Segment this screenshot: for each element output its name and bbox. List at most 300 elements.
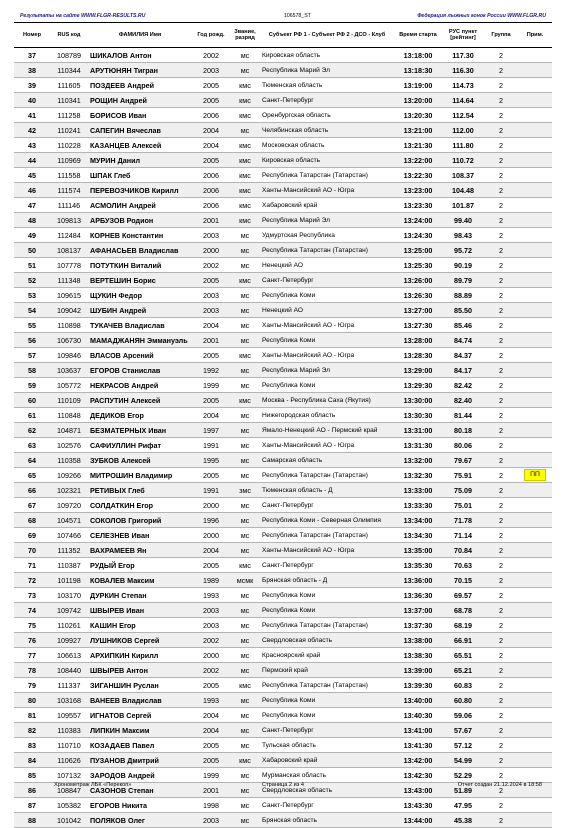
athlete-number: 40 — [14, 93, 50, 108]
athlete-number: 84 — [14, 753, 50, 768]
region: Свердловская область — [260, 633, 394, 648]
athlete-name: АФАНАСЬЕВ Владислав — [88, 243, 192, 258]
note — [518, 738, 552, 753]
birth-year: 2005 — [192, 468, 230, 483]
note — [518, 93, 552, 108]
region: Республика Коми — [260, 708, 394, 723]
region: Республика Татарстан (Татарстан) — [260, 618, 394, 633]
group: 2 — [484, 243, 518, 258]
start-time: 13:32:30 — [394, 468, 442, 483]
table-row — [14, 213, 552, 228]
rus-points: 59.06 — [442, 708, 484, 723]
rus-code: 107778 — [50, 258, 88, 273]
note — [518, 153, 552, 168]
athlete-number: 61 — [14, 408, 50, 423]
rus-code: 112484 — [50, 228, 88, 243]
col-name-header: ФАМИЛИЯ Имя — [88, 23, 192, 48]
athlete-name: ШВЫРЕВ Антон — [88, 663, 192, 678]
note — [518, 183, 552, 198]
table-row — [14, 408, 552, 423]
rank: мс — [230, 768, 260, 783]
region: Ненецкий АО — [260, 258, 394, 273]
birth-year: 2003 — [192, 813, 230, 828]
rus-points: 85.50 — [442, 303, 484, 318]
athlete-name: ПОТУТКИН Виталий — [88, 258, 192, 273]
group: 2 — [484, 438, 518, 453]
athlete-name: ШУБИН Андрей — [88, 303, 192, 318]
region: Тюменская область — [260, 78, 394, 93]
region: Республика Коми — [260, 333, 394, 348]
start-time: 13:31:30 — [394, 438, 442, 453]
group: 2 — [484, 588, 518, 603]
rank: мс — [230, 498, 260, 513]
rank: кмс — [230, 753, 260, 768]
athlete-name: АРБУЗОВ Родион — [88, 213, 192, 228]
rus-points: 68.78 — [442, 603, 484, 618]
birth-year: 2005 — [192, 93, 230, 108]
start-time: 13:19:00 — [394, 78, 442, 93]
birth-year: 2002 — [192, 48, 230, 63]
athlete-number: 69 — [14, 528, 50, 543]
table-row — [14, 93, 552, 108]
note — [518, 588, 552, 603]
table-row — [14, 723, 552, 738]
rus-points: 89.79 — [442, 273, 484, 288]
region: Санкт-Петербург — [260, 498, 394, 513]
rus-code: 107132 — [50, 768, 88, 783]
region: Хабаровский край — [260, 753, 394, 768]
rank: мс — [230, 663, 260, 678]
athlete-name: СЕЛЕЗНЕВ Иван — [88, 528, 192, 543]
athlete-number: 75 — [14, 618, 50, 633]
table-row — [14, 558, 552, 573]
rus-code: 111558 — [50, 168, 88, 183]
athlete-name: АСМОЛИН Андрей — [88, 198, 192, 213]
athlete-number: 60 — [14, 393, 50, 408]
rank: мс — [230, 408, 260, 423]
group: 2 — [484, 363, 518, 378]
rus-code: 110710 — [50, 738, 88, 753]
note — [518, 693, 552, 708]
rus-points: 79.67 — [442, 453, 484, 468]
table-row — [14, 258, 552, 273]
athlete-number: 57 — [14, 348, 50, 363]
note — [518, 393, 552, 408]
athlete-number: 37 — [14, 48, 50, 63]
athlete-name: КАЗАНЦЕВ Алексей — [88, 138, 192, 153]
rus-code: 108440 — [50, 663, 88, 678]
start-time: 13:39:30 — [394, 678, 442, 693]
start-time: 13:41:30 — [394, 738, 442, 753]
rus-points: 69.57 — [442, 588, 484, 603]
birth-year: 2005 — [192, 558, 230, 573]
region: Брянская область - Д — [260, 573, 394, 588]
note — [518, 498, 552, 513]
rus-code: 111146 — [50, 198, 88, 213]
group: 2 — [484, 408, 518, 423]
rus-points: 112.00 — [442, 123, 484, 138]
table-header — [14, 23, 552, 48]
birth-year: 1999 — [192, 768, 230, 783]
birth-year: 2001 — [192, 783, 230, 798]
page-number: Страница 2 из 4 — [262, 782, 304, 788]
table-row — [14, 438, 552, 453]
athlete-number: 79 — [14, 678, 50, 693]
birth-year: 2005 — [192, 273, 230, 288]
rank: мс — [230, 603, 260, 618]
rus-code: 110261 — [50, 618, 88, 633]
rus-code: 110969 — [50, 153, 88, 168]
athlete-number: 39 — [14, 78, 50, 93]
start-time: 13:28:30 — [394, 348, 442, 363]
athlete-number: 49 — [14, 228, 50, 243]
region: Москва - Республика Саха (Якутия) — [260, 393, 394, 408]
rus-code: 106730 — [50, 333, 88, 348]
region: Санкт-Петербург — [260, 798, 394, 813]
start-time: 13:25:00 — [394, 243, 442, 258]
note — [518, 138, 552, 153]
rank: мс — [230, 453, 260, 468]
note — [518, 603, 552, 618]
rus-points: 117.30 — [442, 48, 484, 63]
region: Московская область — [260, 138, 394, 153]
athlete-name: ВАНЕЕВ Владислав — [88, 693, 192, 708]
rus-code: 104871 — [50, 423, 88, 438]
birth-year: 1993 — [192, 588, 230, 603]
athlete-number: 80 — [14, 693, 50, 708]
athlete-name: ПУЗАНОВ Дмитрий — [88, 753, 192, 768]
birth-year: 1998 — [192, 798, 230, 813]
athlete-name: ЗИГАНШИН Руслан — [88, 678, 192, 693]
rus-code: 109846 — [50, 348, 88, 363]
start-time: 13:30:30 — [394, 408, 442, 423]
rus-points: 98.43 — [442, 228, 484, 243]
rus-code: 110344 — [50, 63, 88, 78]
athlete-number: 58 — [14, 363, 50, 378]
note — [518, 288, 552, 303]
start-time: 13:23:30 — [394, 198, 442, 213]
table-row — [14, 768, 552, 783]
table-row — [14, 483, 552, 498]
group: 2 — [484, 153, 518, 168]
rank: мс — [230, 363, 260, 378]
rus-points: 60.80 — [442, 693, 484, 708]
start-time: 13:21:00 — [394, 123, 442, 138]
note — [518, 213, 552, 228]
col-rus-code-header: RUS код — [50, 23, 88, 48]
region: Республика Коми — [260, 378, 394, 393]
athlete-number: 44 — [14, 153, 50, 168]
region: Мурманская область — [260, 768, 394, 783]
rank: мс — [230, 648, 260, 663]
start-time: 13:36:00 — [394, 573, 442, 588]
rus-points: 82.42 — [442, 378, 484, 393]
rus-points: 75.91 — [442, 468, 484, 483]
birth-year: 2003 — [192, 288, 230, 303]
region: Брянская область — [260, 813, 394, 828]
rank: кмс — [230, 198, 260, 213]
group: 2 — [484, 258, 518, 273]
birth-year: 2004 — [192, 708, 230, 723]
note — [518, 573, 552, 588]
start-time: 13:18:00 — [394, 48, 442, 63]
rus-points: 110.72 — [442, 153, 484, 168]
region: Ханты-Мансийский АО - Югра — [260, 348, 394, 363]
table-row — [14, 153, 552, 168]
athlete-name: ПОЛЯКОВ Олег — [88, 813, 192, 828]
athlete-name: КАШИН Егор — [88, 618, 192, 633]
table-row — [14, 363, 552, 378]
rank: мс — [230, 813, 260, 828]
athlete-number: 47 — [14, 198, 50, 213]
athlete-number: 55 — [14, 318, 50, 333]
rus-points: 85.46 — [442, 318, 484, 333]
rank: мсмк — [230, 573, 260, 588]
athlete-name: ЕГОРОВ Станислав — [88, 363, 192, 378]
group: 2 — [484, 783, 518, 798]
rus-points: 65.51 — [442, 648, 484, 663]
rank: мс — [230, 423, 260, 438]
athlete-name: ВАХРАМЕЕВ Ян — [88, 543, 192, 558]
athlete-number: 56 — [14, 333, 50, 348]
rank: мс — [230, 303, 260, 318]
rus-points: 47.95 — [442, 798, 484, 813]
birth-year: 2002 — [192, 258, 230, 273]
birth-year: 2005 — [192, 348, 230, 363]
region: Пермский край — [260, 663, 394, 678]
start-list-table — [14, 22, 552, 828]
birth-year: 2004 — [192, 318, 230, 333]
region: Республика Татарстан (Татарстан) — [260, 468, 394, 483]
rank: кмс — [230, 273, 260, 288]
athlete-name: ДЕДИКОВ Егор — [88, 408, 192, 423]
rank: мс — [230, 738, 260, 753]
rus-points: 68.19 — [442, 618, 484, 633]
note — [518, 663, 552, 678]
start-time: 13:27:00 — [394, 303, 442, 318]
group: 2 — [484, 273, 518, 288]
athlete-number: 88 — [14, 813, 50, 828]
note — [518, 468, 552, 483]
birth-year: 2002 — [192, 633, 230, 648]
group: 2 — [484, 633, 518, 648]
col-number-header: Номер — [14, 23, 50, 48]
rus-points: 60.83 — [442, 678, 484, 693]
group: 2 — [484, 678, 518, 693]
region: Челябинская область — [260, 123, 394, 138]
athlete-name: ЗАРОДОВ Андрей — [88, 768, 192, 783]
note — [518, 813, 552, 828]
start-time: 13:28:00 — [394, 333, 442, 348]
rus-code: 110241 — [50, 123, 88, 138]
athlete-number: 42 — [14, 123, 50, 138]
rank: змс — [230, 483, 260, 498]
rus-points: 90.19 — [442, 258, 484, 273]
start-time: 13:29:30 — [394, 378, 442, 393]
athlete-name: РЕТИВЫХ Глеб — [88, 483, 192, 498]
note — [518, 333, 552, 348]
rank: кмс — [230, 183, 260, 198]
rus-code: 109615 — [50, 288, 88, 303]
athlete-name: ЗУБКОВ Алексей — [88, 453, 192, 468]
group: 2 — [484, 618, 518, 633]
rus-code: 107466 — [50, 528, 88, 543]
group: 2 — [484, 93, 518, 108]
rus-points: 114.64 — [442, 93, 484, 108]
athlete-number: 83 — [14, 738, 50, 753]
birth-year: 1997 — [192, 423, 230, 438]
note — [518, 558, 552, 573]
rus-points: 52.29 — [442, 768, 484, 783]
group: 2 — [484, 573, 518, 588]
rank: кмс — [230, 558, 260, 573]
rus-points: 112.54 — [442, 108, 484, 123]
group: 2 — [484, 108, 518, 123]
note — [518, 678, 552, 693]
birth-year: 2004 — [192, 723, 230, 738]
rus-code: 110387 — [50, 558, 88, 573]
region: Санкт-Петербург — [260, 273, 394, 288]
athlete-number: 77 — [14, 648, 50, 663]
birth-year: 2004 — [192, 123, 230, 138]
athlete-name: ДУРКИН Степан — [88, 588, 192, 603]
note — [518, 618, 552, 633]
rus-points: 95.72 — [442, 243, 484, 258]
athlete-name: ЛИПКИН Максим — [88, 723, 192, 738]
group: 2 — [484, 648, 518, 663]
rus-points: 65.21 — [442, 663, 484, 678]
athlete-name: РОЩИН Андрей — [88, 93, 192, 108]
rus-code: 109557 — [50, 708, 88, 723]
group: 2 — [484, 228, 518, 243]
athlete-name: МАМАДЖАНЯН Эммануэль — [88, 333, 192, 348]
birth-year: 2004 — [192, 408, 230, 423]
athlete-number: 72 — [14, 573, 50, 588]
athlete-number: 86 — [14, 783, 50, 798]
birth-year: 2004 — [192, 543, 230, 558]
athlete-number: 46 — [14, 183, 50, 198]
rank: мс — [230, 48, 260, 63]
rus-points: 111.80 — [442, 138, 484, 153]
rank: мс — [230, 438, 260, 453]
rank: мс — [230, 228, 260, 243]
region: Республика Марий Эл — [260, 63, 394, 78]
region: Ханты-Мансийский АО - Югра — [260, 543, 394, 558]
col-note-header: Прим. — [518, 23, 552, 48]
birth-year: 1991 — [192, 483, 230, 498]
athlete-name: САЗОНОВ Степан — [88, 783, 192, 798]
start-time: 13:43:30 — [394, 798, 442, 813]
athlete-name: ЕГОРОВ Никита — [88, 798, 192, 813]
rus-code: 110228 — [50, 138, 88, 153]
rus-points: 99.40 — [442, 213, 484, 228]
note — [518, 633, 552, 648]
athlete-number: 41 — [14, 108, 50, 123]
region: Кировская область — [260, 153, 394, 168]
group: 2 — [484, 318, 518, 333]
group: 2 — [484, 753, 518, 768]
col-region-header: Субъект РФ 1 - Субъект РФ 2 - ДСО - Клуб — [260, 23, 394, 48]
table-row — [14, 48, 552, 63]
region: Республика Коми — [260, 603, 394, 618]
rank: мс — [230, 288, 260, 303]
start-time: 13:30:00 — [394, 393, 442, 408]
birth-year: 2000 — [192, 528, 230, 543]
note — [518, 723, 552, 738]
start-time: 13:25:30 — [394, 258, 442, 273]
table-row — [14, 288, 552, 303]
group: 2 — [484, 483, 518, 498]
table-row — [14, 573, 552, 588]
table-row — [14, 138, 552, 153]
birth-year: 2004 — [192, 138, 230, 153]
group: 2 — [484, 453, 518, 468]
start-time: 13:43:00 — [394, 783, 442, 798]
table-row — [14, 648, 552, 663]
start-time: 13:42:30 — [394, 768, 442, 783]
rus-code: 110358 — [50, 453, 88, 468]
region: Республика Марий Эл — [260, 213, 394, 228]
start-time: 13:37:00 — [394, 603, 442, 618]
rus-points: 66.91 — [442, 633, 484, 648]
athlete-number: 74 — [14, 603, 50, 618]
rus-code: 109266 — [50, 468, 88, 483]
col-birth-year-header: Год рожд. — [192, 23, 230, 48]
group: 2 — [484, 768, 518, 783]
region: Красноярский край — [260, 648, 394, 663]
rus-code: 111352 — [50, 543, 88, 558]
region: Республика Коми — [260, 693, 394, 708]
note — [518, 348, 552, 363]
rank: мс — [230, 528, 260, 543]
rus-points: 80.06 — [442, 438, 484, 453]
group: 2 — [484, 393, 518, 408]
page-header — [14, 10, 552, 22]
rank: кмс — [230, 348, 260, 363]
rus-code: 111258 — [50, 108, 88, 123]
rus-code: 109042 — [50, 303, 88, 318]
federation-site-link[interactable]: Федерация лыжных гонок России WWW.FLGR.RU — [417, 13, 546, 19]
start-time: 13:24:00 — [394, 213, 442, 228]
rank: мс — [230, 693, 260, 708]
athlete-number: 48 — [14, 213, 50, 228]
results-site-link[interactable]: Результаты на сайте WWW.FLGR-RESULTS.RU — [20, 13, 146, 19]
group: 2 — [484, 183, 518, 198]
athlete-number: 63 — [14, 438, 50, 453]
group: 2 — [484, 138, 518, 153]
start-time: 13:38:30 — [394, 648, 442, 663]
rus-points: 88.89 — [442, 288, 484, 303]
region: Свердловская область — [260, 783, 394, 798]
athlete-number: 85 — [14, 768, 50, 783]
col-group-header: Группа — [484, 23, 518, 48]
birth-year: 1999 — [192, 378, 230, 393]
rus-points: 57.67 — [442, 723, 484, 738]
athlete-name: ПЕРЕВОЗЧИКОВ Кирилл — [88, 183, 192, 198]
athlete-name: АРУТЮНЯН Тигран — [88, 63, 192, 78]
rus-code: 103637 — [50, 363, 88, 378]
region: Республика Татарстан (Татарстан) — [260, 168, 394, 183]
note — [518, 108, 552, 123]
rus-code: 105772 — [50, 378, 88, 393]
region: Республика Марий Эл — [260, 363, 394, 378]
birth-year: 2006 — [192, 198, 230, 213]
group: 2 — [484, 513, 518, 528]
note — [518, 513, 552, 528]
table-row — [14, 228, 552, 243]
athlete-number: 53 — [14, 288, 50, 303]
start-time: 13:21:30 — [394, 138, 442, 153]
